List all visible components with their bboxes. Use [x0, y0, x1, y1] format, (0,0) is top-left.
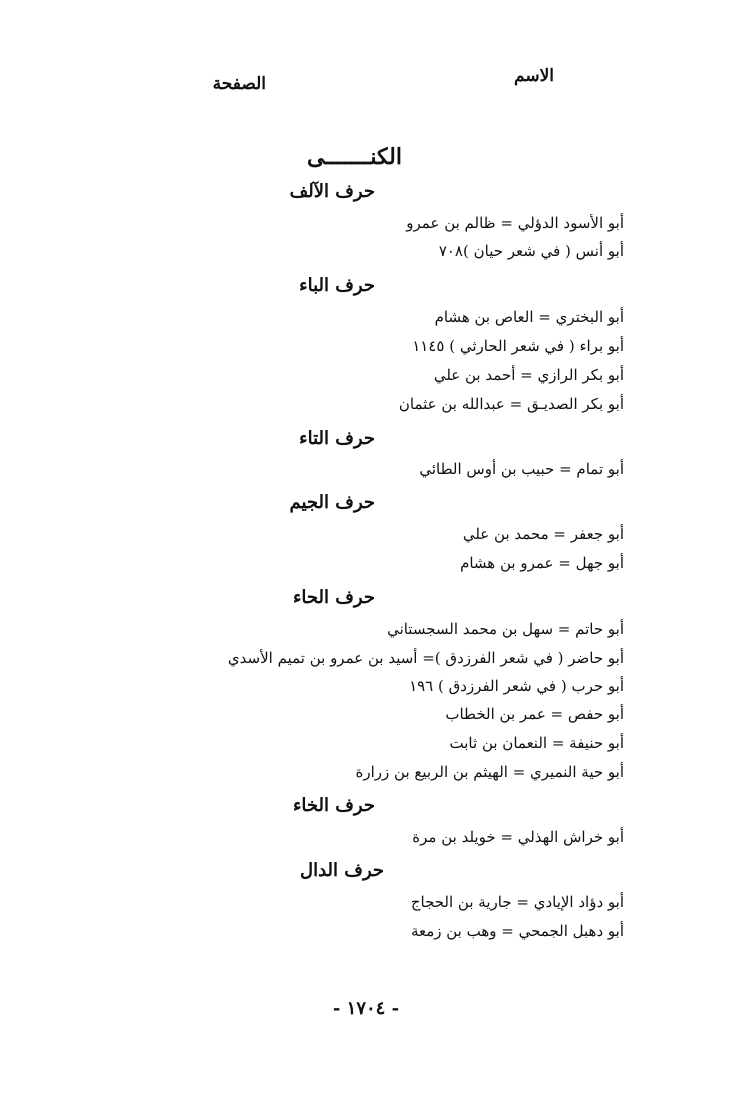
section-heading-jim: حرف الجيم — [289, 492, 375, 513]
entry-row: أبو حية النميري = الهيثم بن الربيع بن زرارة — [355, 763, 624, 781]
column-header-page: الصفحة — [212, 74, 266, 94]
entry-row: أبو البختري = العاص بن هشام — [434, 308, 624, 326]
entry-row: أبو حفص = عمر بن الخطاب — [445, 705, 624, 723]
entry-row: أبو جهل = عمرو بن هشام — [460, 554, 624, 572]
section-heading-alef: حرف الآلف — [289, 181, 375, 202]
entry-row: أبو حاتم = سهل بن محمد السجستاني — [387, 620, 624, 638]
column-header-name: الاسم — [514, 66, 554, 86]
entry-row: أبو دؤاد الإيادي = جارية بن الحجاج — [410, 893, 624, 911]
entry-row: أبو دهبل الجمحي = وهب بن زمعة — [410, 922, 624, 940]
section-heading-ba: حرف الباء — [299, 275, 375, 296]
section-heading-dal: حرف الدال — [300, 860, 384, 881]
entry-row: أبو الأسود الدؤلي = ظالم بن عمرو — [406, 214, 624, 232]
page-number — [0, 998, 752, 1019]
section-heading-ta: حرف التاء — [299, 428, 375, 449]
entry-row: أبو حاضر ( في شعر الفرزدق )= أسيد بن عمرو بن تميم الأسدي — [227, 649, 624, 667]
page-title: الكنـــــــى — [306, 144, 402, 170]
entry-row: أبو خراش الهذلي = خويلد بن مرة — [412, 828, 624, 846]
section-heading-ha: حرف الحاء — [292, 587, 375, 608]
entry-row: أبو أنس ( في شعر حيان )٧٠٨ — [438, 242, 624, 260]
section-heading-kha: حرف الخاء — [292, 795, 375, 816]
entry-row: أبو حنيفة = النعمان بن ثابت — [449, 734, 624, 752]
entry-row: أبو جعفر = محمد بن علي — [462, 525, 624, 543]
entry-row: أبو تمام = حبيب بن أوس الطائي — [419, 460, 624, 478]
entry-row: أبو بكر الصديـق = عبدالله بن عثمان — [398, 395, 624, 413]
entry-row: أبو حرب ( في شعر الفرزدق ) ١٩٦ — [409, 677, 624, 695]
page-number-text: - ١٧٠٤ - — [332, 998, 400, 1019]
entry-row: أبو بكر الرازي = أحمد بن علي — [433, 366, 624, 384]
entry-row: أبو براء ( في شعر الحارثي ) ١١٤٥ — [412, 337, 624, 355]
